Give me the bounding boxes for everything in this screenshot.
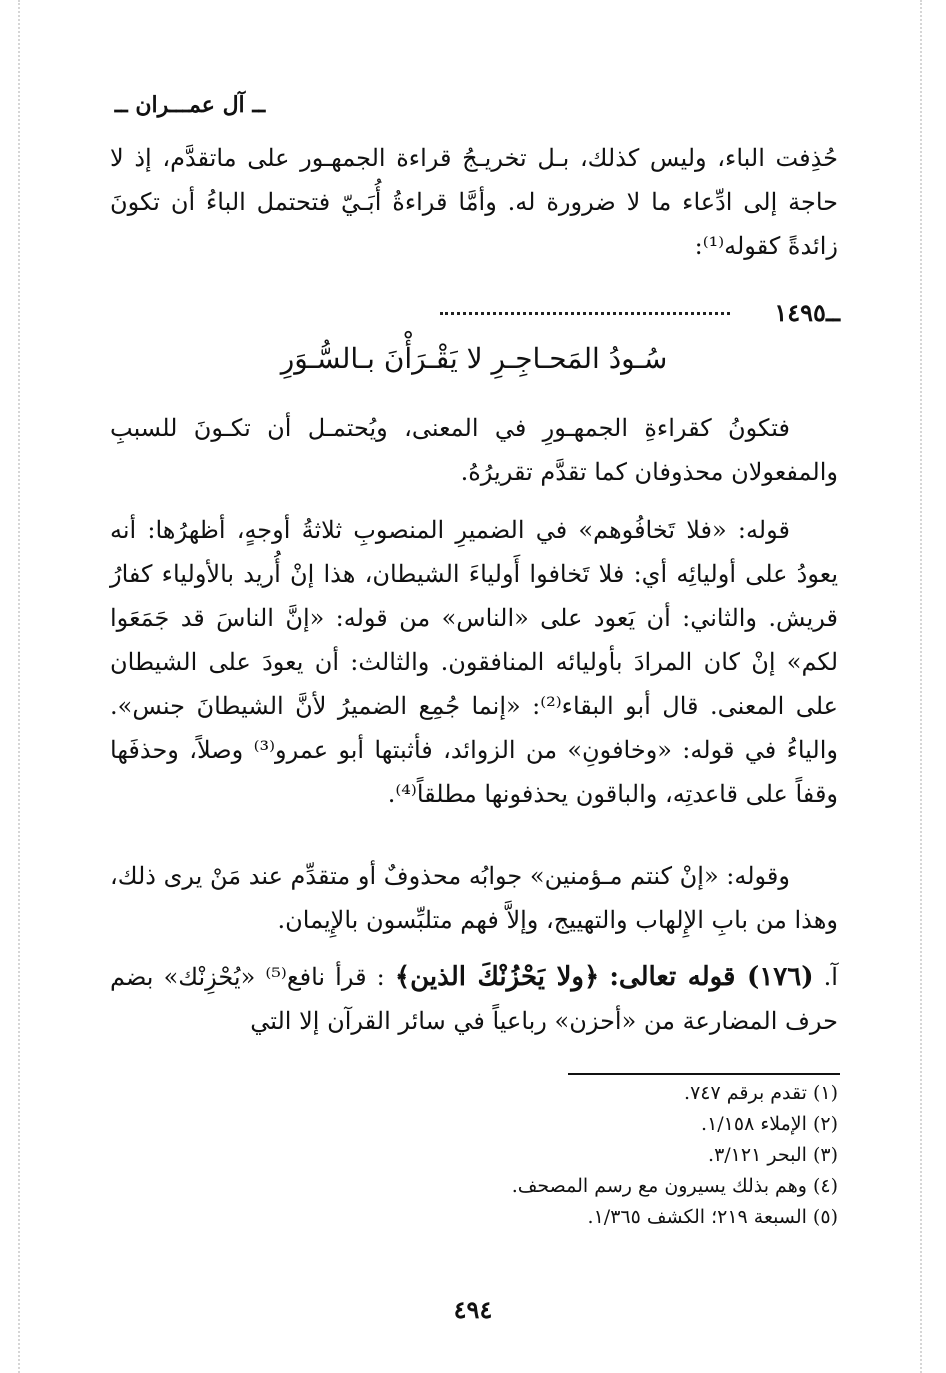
footnote-1: (١) تقدم برقم ٧٤٧. xyxy=(684,1082,838,1104)
scan-border-right xyxy=(920,0,922,1373)
running-header: ــ آل عمـــران ــ xyxy=(114,92,266,118)
paragraph-1 xyxy=(110,136,838,268)
paragraph-3 xyxy=(110,508,838,816)
footnote-separator xyxy=(568,1073,840,1075)
footnote-4: (٤) وهم بذلك يسيرون مع رسم المصحف. xyxy=(511,1175,838,1197)
paragraph-4 xyxy=(110,854,838,942)
scan-border-left xyxy=(18,0,20,1373)
verse-number: ــ١٤٩٥ xyxy=(774,298,840,327)
paragraph-4-text: وقوله: «إنْ كنتم مـؤمنين» جوابُه محذوفٌ أو متقدِّم عند مَنْ يرى ذلك، وهذا من بابِ الإِلهاب والتهييج، وإلاَّ فهم متلبِّسون بالإِيمان. xyxy=(110,862,838,934)
footnote-2: (٢) الإملاء ١/١٥٨. xyxy=(701,1113,838,1135)
aya-quote: ﴿ولا يَحْزُنْكَ الذين﴾ xyxy=(394,962,600,992)
footnote-3: (٣) البحر ٣/١٢١. xyxy=(708,1144,838,1166)
paragraph-2 xyxy=(110,406,838,494)
paragraph-1-text: حُذِفت الباء، وليس كذلك، بـل تخريـجُ قراءة الجمهـور على ماتقدَّم، إذ لا حاجة إلى ادِّعاء ما لا ضرورة له. وأمَّا قراءةُ أُبَـيّ فتحتمل الباءُ أن تكونَ زائدةً كقوله⁽¹⁾: xyxy=(110,144,838,260)
page-number: ٤٩٤ xyxy=(453,1295,493,1324)
poetry-verse: سُـودُ المَحـاجِـرِ لا يَقْـرَأْنَ بـالسُّـوَرِ xyxy=(280,342,668,375)
verse-number-row xyxy=(330,298,840,332)
dotted-leader xyxy=(440,312,730,315)
aya-rest: : قرأ نافع⁽⁵⁾ «يُحْزِنْك» بضم حرف المضارعة من «أحزن» رباعياً في سائر القرآن إلا التي xyxy=(110,963,838,1035)
footnotes xyxy=(110,1078,838,1233)
paragraph-3-text: قوله: «فلا تَخافُوهم» في الضميرِ المنصوبِ ثلاثةُ أوجهٍ، أظهرُها: أنه يعودُ على أوليائِه أي: فلا تَخافوا أَولياءَ الشيطان، هذا إنْ أُريد بالأولياء كفارُ قريش. والثاني: أن يَعود على «الناس» من قوله: «إنَّ الناسَ قد جَمَعَوا لكم» إنْ كان المرادَ بأوليائه المنافقون. والثالث: أن يعودَ على الشيطان على المعنى. قال أبو البقاء⁽²⁾: «إنما جُمِع الضميرُ لأنَّ الشيطانَ جنس». والياءُ في قوله: «وخافونِ» من الزوائد، فأثبتها أبو عمرو⁽³⁾ وصلاً، وحذفَها وقفاً على قاعدتِه، والباقون يحذفونها مطلقاً⁽⁴⁾. xyxy=(110,516,839,808)
paragraph-2-text: فتكونُ كقراءةِ الجمهـورِ في المعنى، ويُحتمـل أن تكـونَ للسببِ والمفعولان محذوفان كما تقدَّم تقريرُهُ. xyxy=(110,414,838,486)
aya-commentary xyxy=(110,955,838,1043)
aya-intro: (١٧٦) قوله تعالى: xyxy=(609,962,814,992)
footnote-5: (٥) السبعة ٢١٩؛ الكشف ١/٣٦٥. xyxy=(587,1206,838,1228)
aya-paragraph xyxy=(110,955,838,1043)
aya-marker: آ. xyxy=(823,963,838,991)
